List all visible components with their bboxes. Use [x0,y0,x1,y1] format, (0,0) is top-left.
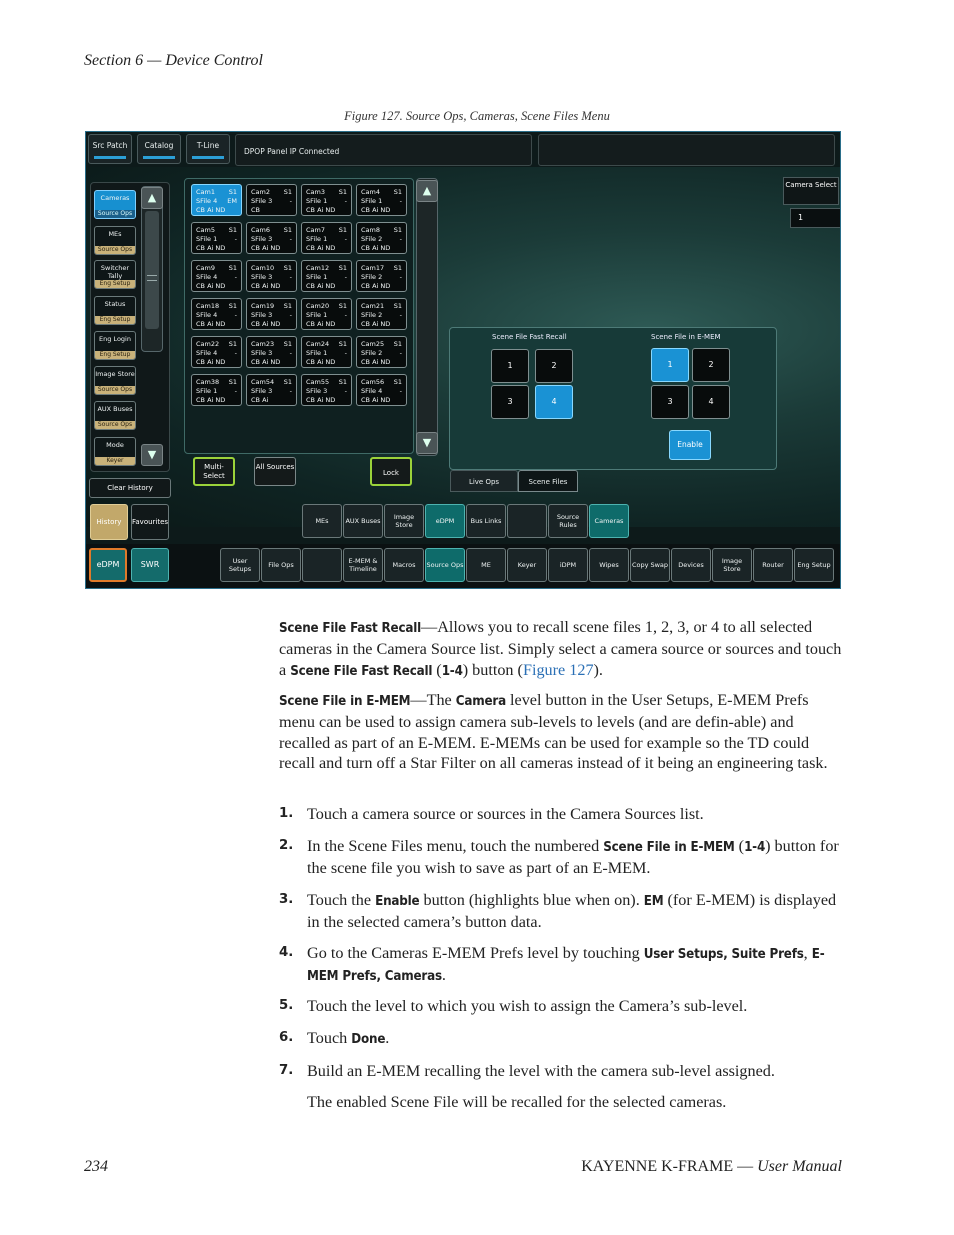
nav-item-label: MEs [108,230,122,238]
nav-item-tag: Source Ops [95,421,135,429]
camera-emem-flag: - [289,235,292,243]
camera-status: CB Ai ND [306,206,336,214]
camera-button[interactable] [301,336,352,368]
camera-status: CB Ai ND [306,244,336,252]
camera-status: CB Ai ND [196,320,226,328]
camera-status: CB Ai ND [306,282,336,290]
nav-scrollbar[interactable] [141,186,163,352]
camera-name: Cam6 [251,226,270,234]
camera-emem-flag: - [399,311,402,319]
camera-scene-file: SFile 3 [251,349,273,357]
camera-status: CB Ai ND [196,244,226,252]
camera-name: Cam10 [251,264,275,272]
step-5: 5. Touch the level to which you wish to assign the Camera’s sub-level. [279,997,748,1015]
camera-level: S1 [283,226,292,234]
history-button[interactable]: History [90,504,128,540]
camera-button[interactable] [246,336,297,368]
nav-item-label: Cameras [100,194,130,202]
camera-button[interactable] [246,298,297,330]
step-7-note: The enabled Scene File will be recalled for the selected cameras. [307,1093,727,1111]
camera-status: CB Ai ND [361,358,391,366]
camera-emem-flag: - [289,387,292,395]
camera-emem-flag: - [234,387,237,395]
camera-level: S1 [283,264,292,272]
camera-status: CB Ai ND [251,282,281,290]
emem-4-button[interactable]: 4 [692,385,730,419]
camera-scene-file: SFile 3 [251,387,273,395]
camera-button[interactable] [356,260,407,292]
camera-scene-file: SFile 1 [196,387,218,395]
catalog-button[interactable]: Catalog [137,134,181,164]
camera-button[interactable] [356,222,407,254]
camera-name: Cam56 [361,378,385,386]
menu-row2-button[interactable]: E-MEM & Timeline [343,548,383,582]
camera-name: Cam19 [251,302,275,310]
nav-item-tag: Source Ops [95,246,135,254]
nav-item-3[interactable] [94,260,136,289]
camera-emem-flag: - [234,349,237,357]
camera-name: Cam2 [251,188,270,196]
camera-button[interactable] [356,184,407,216]
camera-button[interactable] [191,222,242,254]
camera-status: CB Ai ND [306,358,336,366]
emem-label: Scene File in E-MEM [651,333,721,341]
camera-name: Cam21 [361,302,385,310]
page-number: 234 [84,1158,108,1175]
emem-3-button[interactable]: 3 [651,385,689,419]
camera-button[interactable] [191,374,242,406]
camera-name: Cam12 [306,264,330,272]
nav-item-6[interactable] [94,366,136,395]
camera-button[interactable] [301,184,352,216]
camera-name: Cam24 [306,340,330,348]
camera-status: CB Ai ND [251,244,281,252]
menu-row1-button[interactable]: Image Store [384,504,424,538]
figure-link[interactable]: Figure 127 [522,660,594,679]
step-2: 2. In the Scene Files menu, touch the numbered Scene File in E-MEM (1-4) button for the scene file you wish to save as part of an E-MEM. [279,837,839,878]
fast-recall-1-button[interactable]: 1 [491,349,529,383]
nav-item-4[interactable] [94,296,136,325]
camera-button[interactable] [246,374,297,406]
camera-scroll-down-icon[interactable]: ▼ [416,432,438,454]
camera-name: Cam54 [251,378,275,386]
camera-button[interactable] [356,298,407,330]
menu-row2-button[interactable]: Copy Swap [630,548,670,582]
camera-name: Cam22 [196,340,220,348]
status-display: DPOP Panel IP Connected [235,134,532,166]
camera-scene-file: SFile 3 [251,235,273,243]
camera-emem-flag: - [289,197,292,205]
camera-level: S1 [283,188,292,196]
menu-row2-button[interactable]: Eng Setup [794,548,834,582]
nav-item-label: Eng Login [99,335,131,343]
camera-level: S1 [393,340,402,348]
fast-recall-2-button[interactable]: 2 [535,349,573,383]
menu-row1-button[interactable]: Bus Links [466,504,506,538]
camera-button[interactable] [246,260,297,292]
camera-emem-flag: EM [227,197,237,205]
camera-emem-flag: - [399,387,402,395]
menu-row1-button[interactable]: Cameras [589,504,629,538]
nav-item-2[interactable] [94,226,136,255]
camera-name: Cam1 [196,188,215,196]
nav-item-1[interactable] [94,190,136,219]
menu-row2-button[interactable]: Macros [384,548,424,582]
camera-emem-flag: - [289,349,292,357]
camera-scene-file: SFile 2 [361,235,383,243]
camera-status: CB Ai ND [196,396,226,404]
camera-select-field[interactable]: 1 [790,208,841,228]
camera-emem-flag: - [344,387,347,395]
camera-status: CB Ai ND [251,358,281,366]
step-3: 3. Touch the Enable button (highlights blue when on). EM (for E-MEM) is displayed in the selected camera’s button data. [279,891,837,932]
camera-name: Cam20 [306,302,330,310]
camera-name: Cam18 [196,302,220,310]
camera-emem-flag: - [344,311,347,319]
camera-status: CB Ai ND [361,282,391,290]
menu-row2-button[interactable]: Router [753,548,793,582]
menu-row2-button[interactable]: ME [466,548,506,582]
camera-list-scrollbar[interactable] [416,178,438,456]
camera-status: CB Ai ND [196,206,226,214]
camera-level: S1 [228,378,237,386]
camera-button[interactable] [246,222,297,254]
camera-level: S1 [283,340,292,348]
camera-level: S1 [338,226,347,234]
camera-name: Cam9 [196,264,215,272]
camera-emem-flag: - [234,273,237,281]
manual-title: KAYENNE K-FRAME — User Manual [581,1158,842,1175]
camera-scene-file: SFile 2 [361,311,383,319]
camera-level: S1 [338,302,347,310]
camera-level: S1 [283,378,292,386]
tab-live-ops[interactable]: Live Ops [450,470,518,492]
menu-row2-button[interactable]: Source Ops [425,548,465,582]
fast-recall-3-button[interactable]: 3 [491,385,529,419]
camera-button[interactable] [191,336,242,368]
para-fast-recall: Scene File Fast Recall—Allows you to recall scene files 1, 2, 3, or 4 to all selected cameras in the Camera Source list. Simply select a camera source or sources and touch a Scene File Fast Recall (1-4) button (Figure 127). [279,618,842,679]
camera-emem-flag: - [399,273,402,281]
camera-status: CB Ai ND [361,206,391,214]
camera-scene-file: SFile 4 [361,387,383,395]
multi-select-button[interactable]: Multi- Select [193,457,235,486]
camera-name: Cam55 [306,378,330,386]
nav-item-label: Mode [106,441,124,449]
swr-button[interactable]: SWR [131,548,169,582]
camera-button[interactable] [191,260,242,292]
camera-status: CB [251,206,260,214]
favourites-button[interactable]: Favourites [131,504,169,540]
all-sources-button[interactable]: All Sources [254,457,296,486]
camera-scene-file: SFile 1 [306,197,328,205]
nav-item-tag: Eng Setup [95,316,135,324]
camera-button[interactable] [191,184,242,216]
camera-status: CB Ai ND [251,320,281,328]
camera-scene-file: SFile 4 [196,273,218,281]
camera-level: S1 [228,188,237,196]
camera-select-label: Camera Select [783,177,839,205]
camera-button[interactable] [191,298,242,330]
camera-level: S1 [338,188,347,196]
menu-row2-button[interactable]: Keyer [507,548,547,582]
camera-emem-flag: - [399,197,402,205]
nav-item-5[interactable] [94,331,136,360]
status-display-empty [538,134,835,166]
camera-level: S1 [338,340,347,348]
menu-row1-button[interactable] [507,504,547,538]
camera-level: S1 [283,302,292,310]
camera-scene-file: SFile 1 [306,273,328,281]
camera-button[interactable] [246,184,297,216]
clear-history-button[interactable]: Clear History [89,478,171,498]
camera-level: S1 [228,264,237,272]
camera-name: Cam8 [361,226,380,234]
camera-scene-file: SFile 1 [306,235,328,243]
camera-name: Cam3 [306,188,325,196]
camera-name: Cam23 [251,340,275,348]
camera-button[interactable] [356,336,407,368]
camera-level: S1 [393,302,402,310]
camera-status: CB Ai ND [306,396,336,404]
tab-scene-files[interactable]: Scene Files [518,470,578,492]
camera-emem-flag: - [344,273,347,281]
step-1: 1. Touch a camera source or sources in the Camera Sources list. [279,805,704,823]
camera-scroll-up-icon[interactable]: ▲ [416,180,438,202]
camera-level: S1 [393,264,402,272]
menu-row2-button[interactable]: iDPM [548,548,588,582]
camera-name: Cam38 [196,378,220,386]
nav-item-tag: Source Ops [95,386,135,394]
edpm-button[interactable]: eDPM [89,548,127,582]
camera-scene-file: SFile 4 [196,311,218,319]
camera-emem-flag: - [344,235,347,243]
menu-row2-button[interactable]: Image Store [712,548,752,582]
camera-scene-file: SFile 3 [251,273,273,281]
camera-status: CB Ai ND [361,244,391,252]
camera-level: S1 [393,378,402,386]
camera-emem-flag: - [234,235,237,243]
camera-scene-file: SFile 2 [361,349,383,357]
camera-level: S1 [228,302,237,310]
menu-row1-button[interactable]: Source Rules [548,504,588,538]
camera-scene-file: SFile 1 [196,235,218,243]
nav-item-tag: Eng Setup [95,280,135,288]
camera-name: Cam7 [306,226,325,234]
nav-item-label: AUX Buses [97,405,133,413]
camera-level: S1 [338,264,347,272]
fast-recall-4-button[interactable]: 4 [535,385,573,419]
camera-status: CB Ai [251,396,269,404]
camera-status: CB Ai ND [361,396,391,404]
camera-scene-file: SFile 3 [251,197,273,205]
camera-scene-file: SFile 3 [251,311,273,319]
nav-item-label: Image Store [95,370,135,378]
nav-item-tag: Keyer [95,457,135,465]
camera-status: CB Ai ND [196,358,226,366]
camera-emem-flag: - [344,197,347,205]
step-7: 7. Build an E-MEM recalling the level with the camera sub-level assigned. [279,1062,775,1080]
camera-level: S1 [393,226,402,234]
menu-row1-button[interactable]: eDPM [425,504,465,538]
camera-scene-file: SFile 1 [306,311,328,319]
menu-row2-button[interactable]: User Setups [220,548,260,582]
camera-emem-flag: - [399,349,402,357]
emem-1-button[interactable]: 1 [651,348,689,382]
camera-emem-flag: - [399,235,402,243]
nav-item-label: Status [104,300,126,308]
camera-level: S1 [228,226,237,234]
camera-emem-flag: - [289,273,292,281]
camera-button[interactable] [301,260,352,292]
menu-row2-button[interactable]: Wipes [589,548,629,582]
camera-name: Cam4 [361,188,380,196]
camera-status: CB Ai ND [196,282,226,290]
kayenne-menu-screenshot [85,131,841,589]
camera-status: CB Ai ND [306,320,336,328]
camera-level: S1 [228,340,237,348]
camera-name: Cam25 [361,340,385,348]
lock-button[interactable]: Lock [370,457,412,486]
camera-status: CB Ai ND [361,320,391,328]
src-patch-button[interactable]: Src Patch [88,134,132,164]
nav-item-7[interactable] [94,401,136,430]
nav-scroll-up-icon[interactable]: ▲ [141,187,163,209]
menu-row2-button[interactable]: Devices [671,548,711,582]
camera-scene-file: SFile 4 [196,349,218,357]
nav-item-tag: Eng Setup [95,351,135,359]
step-6: 6. Touch Done. [279,1029,390,1047]
emem-2-button[interactable]: 2 [692,348,730,382]
figure-caption: Figure 127. Source Ops, Cameras, Scene Files Menu [344,109,610,123]
menu-row1-button[interactable]: MEs [302,504,342,538]
menu-row2-button[interactable] [302,548,342,582]
menu-row1-button[interactable]: AUX Buses [343,504,383,538]
camera-button[interactable] [301,374,352,406]
camera-emem-flag: - [289,311,292,319]
nav-item-8[interactable] [94,437,136,466]
camera-scene-file: SFile 2 [361,273,383,281]
nav-item-label: Switcher Tally [100,264,130,280]
fast-recall-label: Scene File Fast Recall [492,333,567,341]
camera-name: Cam17 [361,264,385,272]
nav-scroll-down-icon[interactable]: ▼ [141,444,163,466]
camera-scene-file: SFile 1 [306,349,328,357]
camera-scene-file: SFile 3 [306,387,328,395]
camera-emem-flag: - [344,349,347,357]
camera-emem-flag: - [234,311,237,319]
camera-button[interactable] [301,222,352,254]
step-4: 4. Go to the Cameras E-MEM Prefs level by touching User Setups, Suite Prefs, E-MEM Prefs, Cameras. [279,944,825,985]
camera-name: Cam5 [196,226,215,234]
enable-button[interactable]: Enable [669,430,711,460]
t-line-button[interactable]: T-Line [186,134,230,164]
camera-level: S1 [393,188,402,196]
camera-scene-file: SFile 4 [196,197,218,205]
nav-item-tag: Source Ops [95,210,135,218]
menu-row2-button[interactable]: File Ops [261,548,301,582]
camera-button[interactable] [301,298,352,330]
camera-level: S1 [338,378,347,386]
camera-scene-file: SFile 1 [361,197,383,205]
camera-button[interactable] [356,374,407,406]
running-header: Section 6 — Device Control [84,52,263,69]
para-emem: Scene File in E-MEM—The Camera level button in the User Setups, E-MEM Prefs menu can be used to assign camera sub-levels to levels (and are defin-able) and recalled as part of an E-MEM. E-MEMs can be used for example so the TD could recall and turn off a Star Filter on all cameras instead of it being an engineering task. [279,691,828,772]
